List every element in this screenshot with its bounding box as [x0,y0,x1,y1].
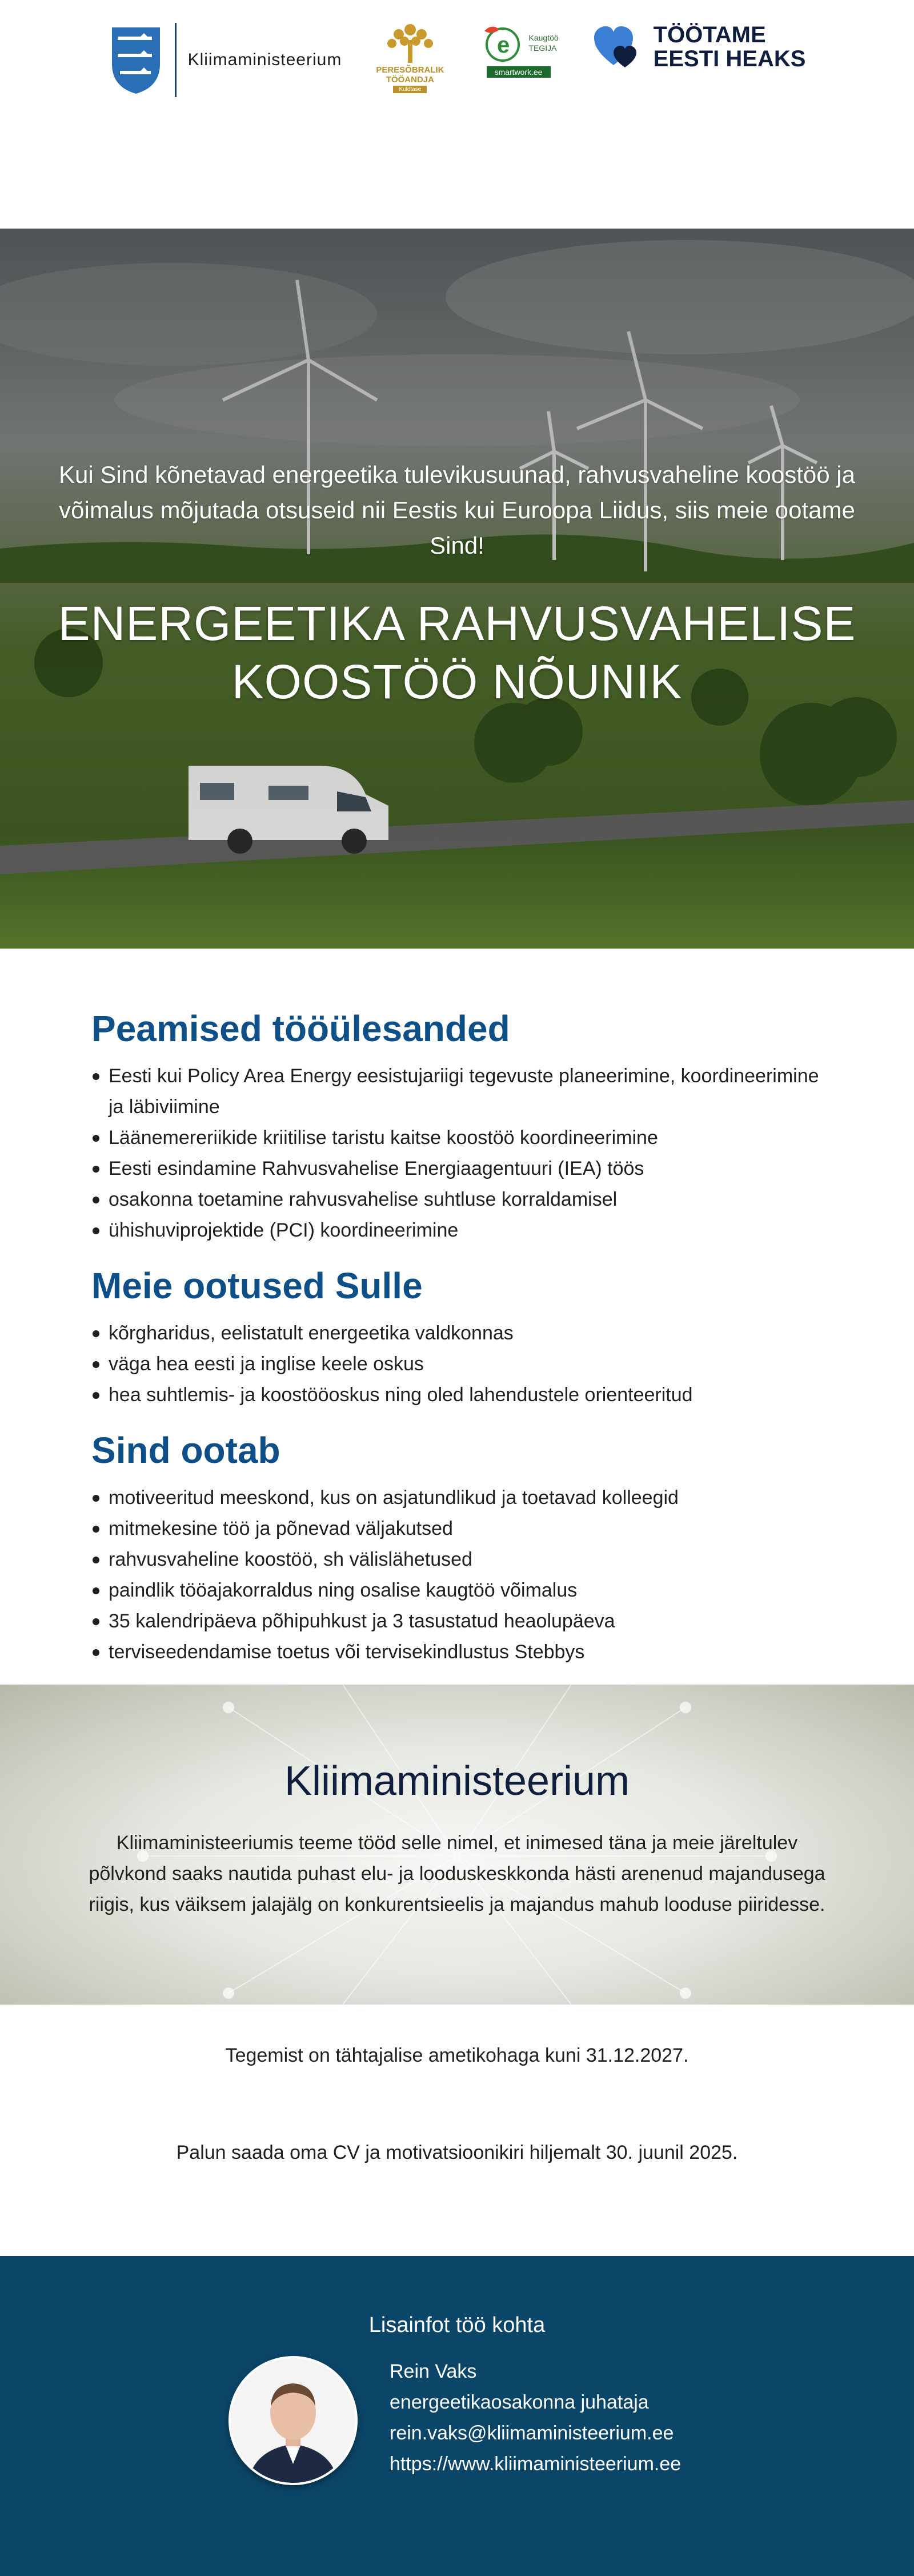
benefits-list [91,1482,823,1667]
contact-website-link[interactable]: https://www.kliimaministeerium.ee [390,2453,682,2475]
list-item: motiveeritud meeskond, kus on asjatundlikud ja toetavad kolleegid [91,1482,823,1513]
e-leaf-icon [479,23,524,63]
person-portrait-icon [231,2358,355,2483]
tootame-text: TÖÖTAME [653,22,766,47]
contact-card [228,2356,681,2485]
job-title-line-1: ENERGEETIKA RAHVUSVAHELISE [58,597,856,650]
fixed-term-note: Tegemist on tähtajalise ametikohaga kuni 31.12.2027. [225,2045,689,2066]
kliimaministeerium-logo [109,23,342,97]
job-title-line-2: KOOSTÖÖ NÕUNIK [231,655,683,709]
tegija-text: TEGIJA [528,43,557,53]
hearts-icon [593,24,642,70]
list-item: Läänemereriikide kriitilise taristu kaitse koostöö koordineerimine [91,1122,823,1153]
tasks-list [91,1061,823,1246]
ministry-description: Kliimaministeeriumis teeme tööd selle nimel, et inimesed täna ja meie järeltulev põlvkond saaks nautida puhast elu- ja looduskeskkonda hästi arenenud majandusega riigis, kus väiksem jalajälg on konkurentsieelis ja majandus mahub looduse piiridesse. [89,1832,825,1915]
list-item: paindlik tööajakorraldus ning osalise kaugtöö võimalus [91,1575,823,1606]
contact-info [390,2356,681,2479]
list-item: väga hea eesti ja inglise keele oskus [91,1349,823,1379]
expectations-list [91,1318,823,1410]
ministry-title: Kliimaministeerium [284,1758,630,1804]
coat-of-arms-icon [109,24,163,96]
list-item: mitmekesine töö ja põnevad väljakutsed [91,1513,823,1544]
list-item: Eesti kui Policy Area Energy eesistujariigi tegevuste planeerimine, koordineerimine ja läbiviimine [91,1061,823,1122]
kuldtase-badge: Kuldtase [393,86,427,93]
kaugtoo-text: Kaugtöö [528,33,559,42]
application-deadline-note: Palun saada oma CV ja motivatsioonikiri hiljemalt 30. juunil 2025. [176,2142,738,2163]
hero-subtitle: Kui Sind kõnetavad energeetika tulevikusuunad, rahvusvaheline koostöö ja võimalus mõjutada otsuseid nii Eestis kui Euroopa Liidus, siis meie ootame Sind! [59,461,855,559]
family-tree-icon [382,23,439,65]
list-item: 35 kalendripäeva põhipuhkust ja 3 tasustatud heaolupäeva [91,1606,823,1637]
list-item: kõrgharidus, eelistatult energeetika valdkonnas [91,1318,823,1349]
kaugtoo-tegija-logo [479,23,559,78]
list-item: rahvusvaheline koostöö, sh välislähetused [91,1544,823,1575]
contact-role: energeetikaosakonna juhataja [390,2391,649,2413]
smartwork-label: smartwork.ee [487,66,551,78]
eesti-heaks-text: EESTI HEAKS [653,46,806,71]
header-logos [0,0,914,229]
section-title-benefits: Sind ootab [91,1430,280,1471]
tooandja-text: TÖÖANDJA [386,75,434,85]
job-details [0,949,914,1685]
contact-footer [0,2256,914,2576]
peresobralik-text: PERESÕBRALIK [376,65,444,75]
job-title [0,594,914,711]
section-title-tasks: Peamised tööülesanded [91,1008,510,1049]
peresobralik-tooandja-logo [376,23,444,93]
avatar [228,2356,358,2485]
kliimaministeerium-logo-text: Kliimaministeerium [187,50,342,69]
list-item: osakonna toetamine rahvusvahelise suhtluse korraldamisel [91,1184,823,1215]
section-title-expectations: Meie ootused Sulle [91,1265,423,1306]
svg-text:e: e [496,33,510,58]
hero-landscape-image [0,229,914,949]
hero-banner [0,229,914,949]
tootame-eesti-heaks-logo [593,23,806,71]
list-item: Eesti esindamine Rahvusvahelise Energiaagentuuri (IEA) töös [91,1153,823,1184]
list-item: ühishuviprojektide (PCI) koordineerimine [91,1215,823,1246]
contact-name: Rein Vaks [390,2361,477,2382]
list-item: hea suhtlemis- ja koostööoskus ning oled lahendustele orienteeritud [91,1379,823,1410]
contact-email-link[interactable]: rein.vaks@kliimaministeerium.ee [390,2422,674,2444]
ministry-section [0,1685,914,2005]
contact-heading: Lisainfot töö kohta [368,2313,546,2337]
list-item: terviseedendamise toetus või tervisekindlustus Stebbys [91,1637,823,1667]
logo-divider [175,23,177,97]
